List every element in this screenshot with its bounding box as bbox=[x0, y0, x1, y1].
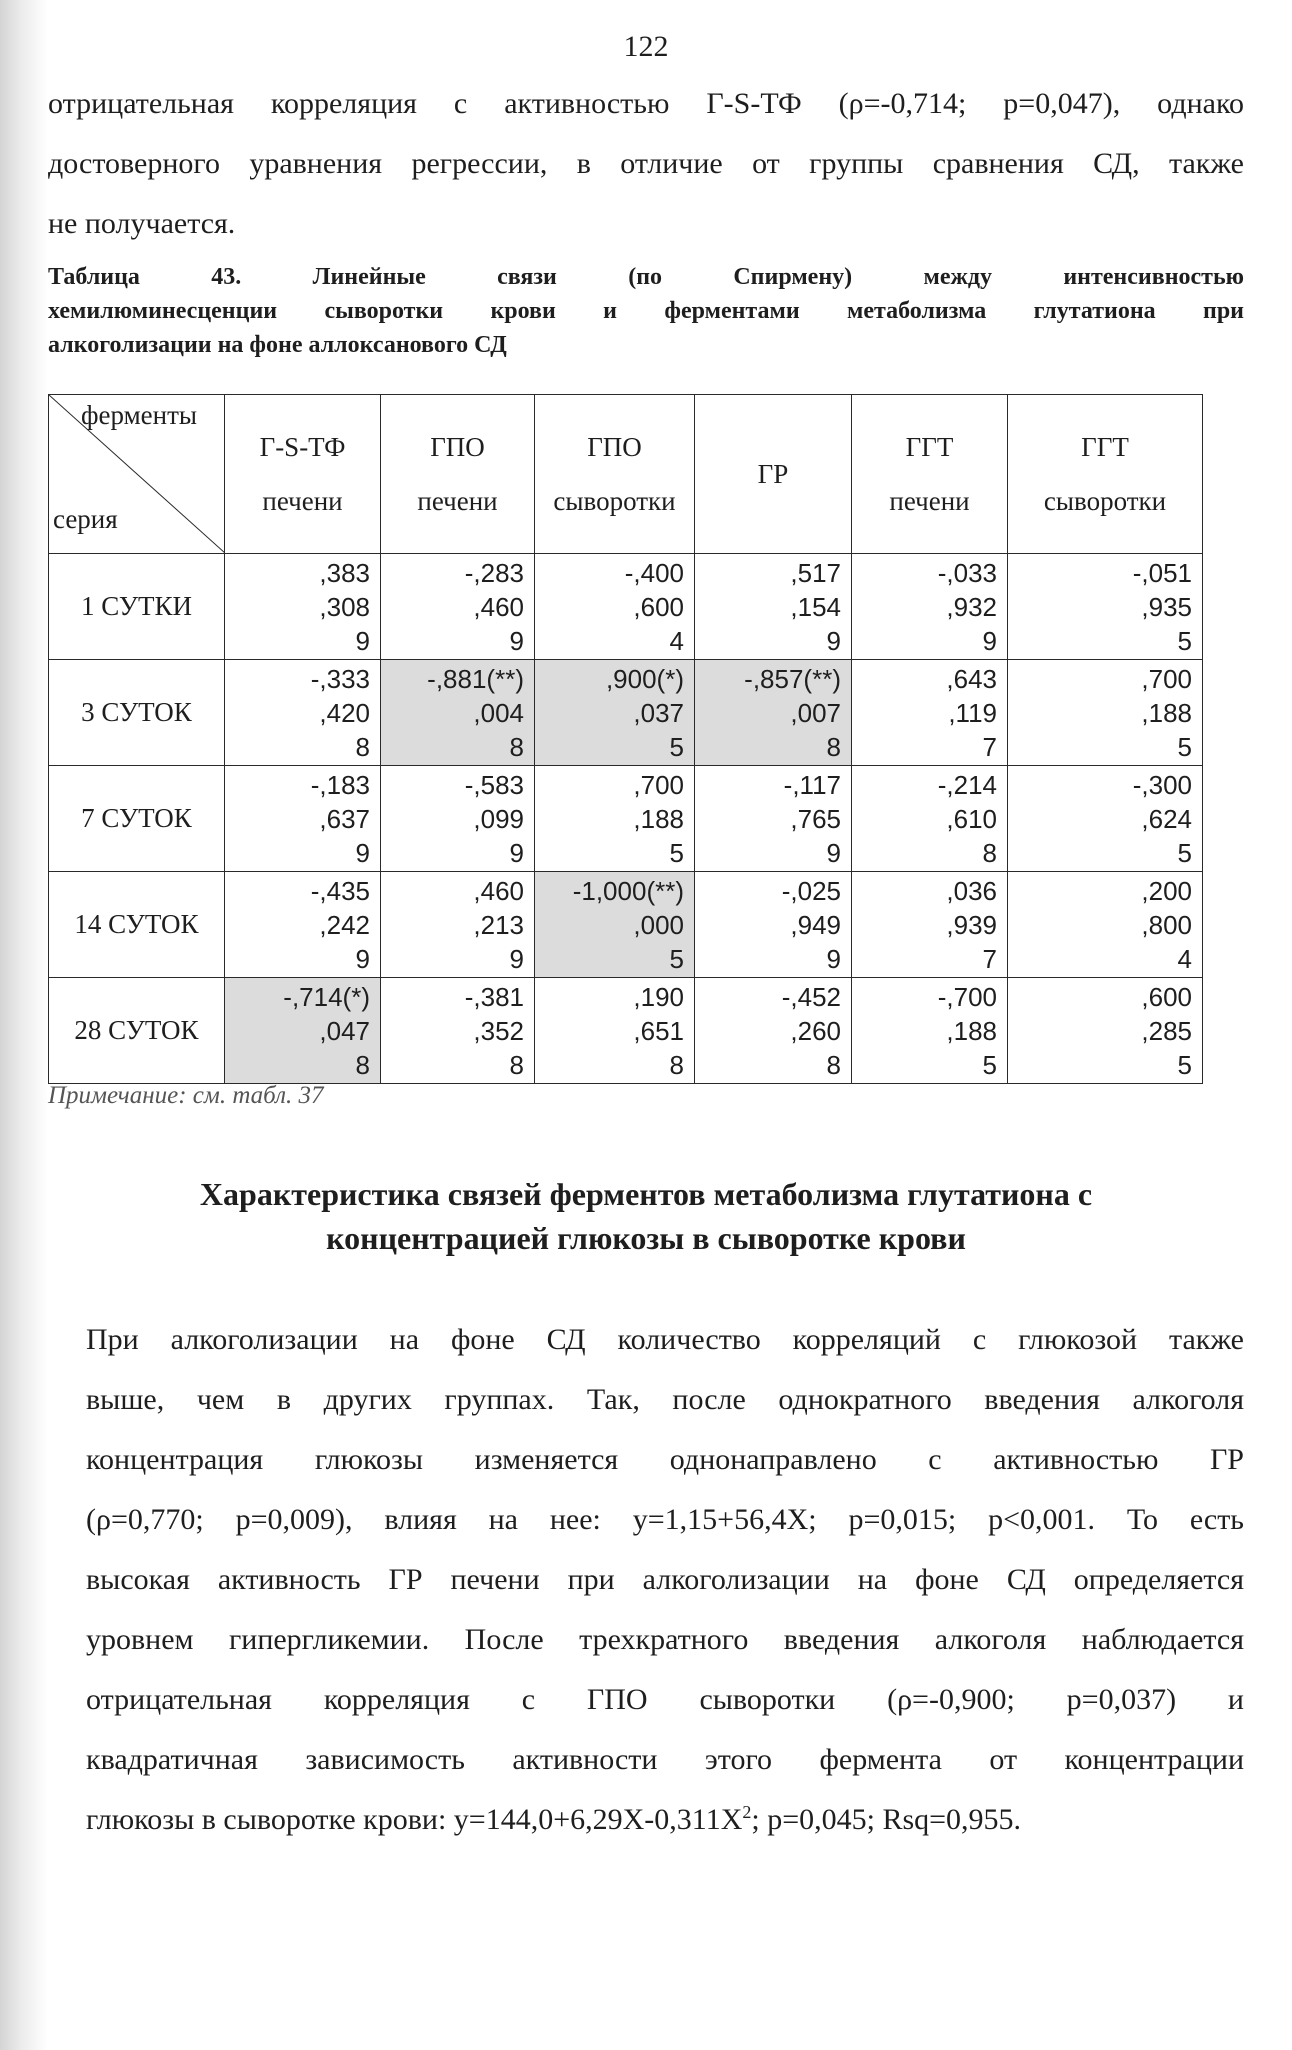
table-cell: -,033 ,932 9 bbox=[852, 554, 1008, 660]
table-cell: ,700 ,188 5 bbox=[535, 766, 695, 872]
body-line-last: глюкозы в сыворотке крови: $y=144,0+6,29X-0,311X^2$; p=0,045; Rsq=0,955. bbox=[86, 1802, 1022, 1836]
row-label: 7 СУТОК bbox=[49, 766, 225, 872]
table-cell: ,517 ,154 9 bbox=[695, 554, 852, 660]
correlation-table bbox=[48, 394, 1203, 1084]
table-cell: -,400 ,600 4 bbox=[535, 554, 695, 660]
table-row bbox=[49, 872, 1203, 978]
column-header: ГР bbox=[695, 395, 852, 554]
body-line: квадратичная зависимость активности этого фермента от концентрации bbox=[86, 1743, 1244, 1776]
section-heading-line: концентрацией глюкозы в сыворотке крови bbox=[326, 1220, 966, 1256]
intro-line: отрицательная корреляция с активностью Г-S-ТФ (ρ=-0,714; p=0,047), однако bbox=[48, 87, 1244, 120]
table-cell: -,183 ,637 9 bbox=[225, 766, 381, 872]
body-line: При алкоголизации на фоне СД количество корреляций с глюкозой также bbox=[86, 1323, 1244, 1356]
column-header: ГГТ печени bbox=[852, 395, 1008, 554]
page-number: 122 bbox=[623, 30, 669, 63]
table-cell: ,190 ,651 8 bbox=[535, 978, 695, 1084]
column-header: ГПО печени bbox=[381, 395, 535, 554]
table-cell: ,643 ,119 7 bbox=[852, 660, 1008, 766]
table-cell: ,036 ,939 7 bbox=[852, 872, 1008, 978]
table-cell-highlighted: -,881(**) ,004 8 bbox=[381, 660, 535, 766]
corner-label-series: серия bbox=[53, 504, 118, 534]
intro-line: не получается. bbox=[48, 207, 236, 240]
table-cell: ,383 ,308 9 bbox=[225, 554, 381, 660]
column-header: ГПО сыворотки bbox=[535, 395, 695, 554]
table-caption bbox=[48, 260, 1244, 362]
scan-page-edge-shadow bbox=[0, 0, 48, 2050]
caption-line: Таблица 43. Линейные связи (по Спирмену) между интенсивностью bbox=[48, 264, 1244, 290]
table-cell: -,283 ,460 9 bbox=[381, 554, 535, 660]
table-cell: -,051 ,935 5 bbox=[1008, 554, 1203, 660]
table-cell-highlighted: -,857(**) ,007 8 bbox=[695, 660, 852, 766]
body-line: высокая активность ГР печени при алкоголизации на фоне СД определяется bbox=[86, 1563, 1244, 1596]
row-label: 1 СУТКИ bbox=[49, 554, 225, 660]
table-cell: -,700 ,188 5 bbox=[852, 978, 1008, 1084]
table-row bbox=[49, 660, 1203, 766]
table-cell: -,025 ,949 9 bbox=[695, 872, 852, 978]
caption-line: хемилюминесценции сыворотки крови и ферментами метаболизма глутатиона при bbox=[48, 298, 1244, 324]
body-line: выше, чем в других группах. Так, после однократного введения алкоголя bbox=[86, 1383, 1244, 1416]
table-row bbox=[49, 554, 1203, 660]
table-cell: -,381 ,352 8 bbox=[381, 978, 535, 1084]
table-cell-highlighted: -1,000(**) ,000 5 bbox=[535, 872, 695, 978]
table-cell: -,333 ,420 8 bbox=[225, 660, 381, 766]
row-label: 14 СУТОК bbox=[49, 872, 225, 978]
table-cell: ,200 ,800 4 bbox=[1008, 872, 1203, 978]
table-row bbox=[49, 766, 1203, 872]
section-heading bbox=[48, 1172, 1244, 1260]
body-line: отрицательная корреляция с ГПО сыворотки (ρ=-0,900; p=0,037) и bbox=[86, 1683, 1244, 1716]
intro-line: достоверного уравнения регрессии, в отличие от группы сравнения СД, также bbox=[48, 147, 1244, 180]
caption-line: алкоголизации на фоне аллоксанового СД bbox=[48, 332, 507, 358]
table-cell: -,452 ,260 8 bbox=[695, 978, 852, 1084]
body-line: (ρ=0,770; p=0,009), влияя на нее: y=1,15+56,4X; p=0,015; p<0,001. То есть bbox=[86, 1503, 1244, 1536]
table-row bbox=[49, 978, 1203, 1084]
intro-paragraph bbox=[48, 74, 1244, 254]
table-note: Примечание: см. табл. 37 bbox=[48, 1082, 324, 1109]
body-paragraph bbox=[48, 1310, 1244, 1850]
section-heading-line: Характеристика связей ферментов метаболизма глутатиона с bbox=[199, 1176, 1093, 1212]
table-cell: ,600 ,285 5 bbox=[1008, 978, 1203, 1084]
exponent: 2 bbox=[742, 1802, 752, 1822]
row-label: 3 СУТОК bbox=[49, 660, 225, 766]
table-cell: ,700 ,188 5 bbox=[1008, 660, 1203, 766]
body-line: уровнем гипергликемии. После трехкратного введения алкоголя наблюдается bbox=[86, 1623, 1244, 1656]
row-label: 28 СУТОК bbox=[49, 978, 225, 1084]
table-cell-highlighted: -,714(*) ,047 8 bbox=[225, 978, 381, 1084]
column-header: Г-S-ТФ печени bbox=[225, 395, 381, 554]
table-cell: -,583 ,099 9 bbox=[381, 766, 535, 872]
table-cell: -,117 ,765 9 bbox=[695, 766, 852, 872]
corner-label-enzymes: ферменты bbox=[81, 400, 198, 430]
table-cell: -,214 ,610 8 bbox=[852, 766, 1008, 872]
table-cell: -,300 ,624 5 bbox=[1008, 766, 1203, 872]
body-line: концентрация глюкозы изменяется однонаправлено с активностью ГР bbox=[86, 1443, 1244, 1476]
corner-header-cell bbox=[49, 395, 225, 554]
column-header: ГГТ сыворотки bbox=[1008, 395, 1203, 554]
table-cell-highlighted: ,900(*) ,037 5 bbox=[535, 660, 695, 766]
table-cell: -,435 ,242 9 bbox=[225, 872, 381, 978]
table-cell: ,460 ,213 9 bbox=[381, 872, 535, 978]
